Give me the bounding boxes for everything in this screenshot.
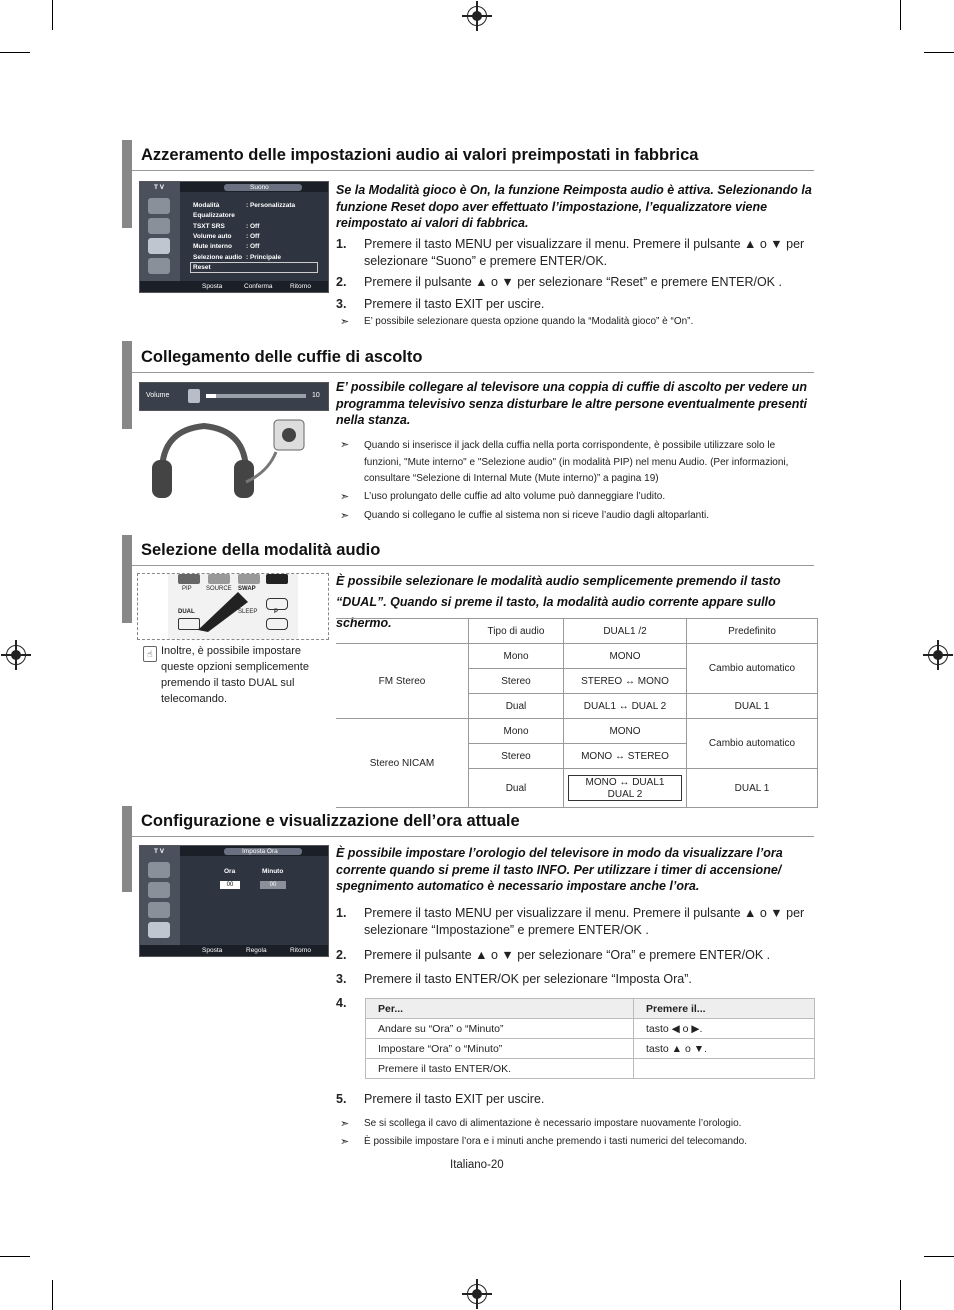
reset-step: 1. Premere il tasto MENU per visualizzare il menu. Premere il pulsante ▲ o ▼ per selezionare “Suono” e premere ENTER/OK. xyxy=(336,237,805,268)
tv-menu-row-value: : Personalizzata xyxy=(246,202,296,209)
note-arrow-icon: ➣ xyxy=(340,316,350,328)
reset-intro: Se la Modalità gioco è On, la funzione Reimposta audio è attiva. Selezionando la funzione Reset dopo aver effettuato l’impostazione, l’equalizzatore viene reimpostato ai valori di fabbrica. xyxy=(336,183,812,230)
crop-mark xyxy=(52,0,53,30)
clock-step: 5. Premere il tasto EXIT per uscire. xyxy=(336,1092,545,1106)
note-arrow-icon: ➣ xyxy=(340,491,350,503)
tv-hour-label: Ora xyxy=(224,868,236,875)
table-cell: Cambio automatico xyxy=(687,719,818,769)
tv-footer-return: Ritorno xyxy=(290,283,311,290)
tv-menu-row-value: : Off xyxy=(246,243,260,251)
clock-step: 1. Premere il tasto MENU per visualizzare il menu. Premere il pulsante ▲ o ▼ per selezionare “Impostazione” e premere ENTER/OK . xyxy=(336,906,805,937)
audio-mode-table xyxy=(336,618,818,808)
table-row xyxy=(366,1019,815,1039)
section-title-clock: Configurazione e visualizzazione dell’ora attuale xyxy=(141,812,520,830)
table-cell: DUAL1 ↔ DUAL 2 xyxy=(564,694,687,719)
tv-setup-icon xyxy=(148,258,170,274)
registration-mark-icon xyxy=(928,645,948,665)
volume-label: Volume xyxy=(146,392,170,399)
registration-mark-icon xyxy=(467,1284,487,1304)
clock-note: ➣ È possibile impostare l’ora e i minuti anche premendo i tasti numerici del telecomando. xyxy=(340,1136,747,1148)
tv-minute-label: Minuto xyxy=(262,868,284,875)
table-cell: Stereo xyxy=(469,669,564,694)
audio-mode-intro: È possibile selezionare le modalità audio semplicemente premendo il tasto “DUAL”. Quando si preme il tasto, la modalità audio corrente appare sullo schermo. xyxy=(336,574,781,630)
section-title-headphones: Collegamento delle cuffie di ascolto xyxy=(141,348,423,366)
table-cell: Andare su “Ora” o “Minuto” xyxy=(366,1019,634,1039)
section-divider xyxy=(132,565,814,566)
tv-footer-adjust: Regola xyxy=(246,947,267,954)
tv-footer-move: Sposta xyxy=(202,283,223,290)
section-title-reset: Azzeramento delle impostazioni audio ai valori preimpostati in fabbrica xyxy=(141,146,699,164)
section-bar xyxy=(122,535,132,623)
table-cell xyxy=(634,1059,815,1079)
table-cell: MONO xyxy=(564,644,687,669)
tv-menu-row-value: : Principale xyxy=(246,253,282,261)
clock-intro: È possibile impostare l’orologio del televisore in modo da visualizzare l’ora corrente quando si preme il tasto INFO. Per utilizzare i timer di accensione/ spegnimento automatico è necessario impostare anche l’ora. xyxy=(336,846,783,893)
table-cell: Dual xyxy=(469,769,564,808)
note-arrow-icon: ➣ xyxy=(340,439,350,451)
clock-note: ➣ Se si scollega il cavo di alimentazione è necessario impostare nuovamente l’orologio. xyxy=(340,1118,742,1130)
tv-sound-icon xyxy=(148,882,170,898)
reset-step: 3. Premere il tasto EXIT per uscire. xyxy=(336,297,545,311)
remote-key-swap: SWAP xyxy=(238,586,256,592)
note-arrow-icon: ➣ xyxy=(340,1136,350,1148)
headphones-intro: E’ possibile collegare al televisore una coppia di cuffie di ascolto per vedere un programma televisivo senza disturbare le altre persone eventualmente presenti nella stanza. xyxy=(336,380,808,427)
volume-osd xyxy=(139,382,329,411)
tv-menu-row-label: Modalità xyxy=(193,202,220,209)
volume-value: 10 xyxy=(312,392,320,399)
registration-mark-icon xyxy=(467,6,487,26)
tv-menu-title: Imposta Ora xyxy=(242,848,278,855)
table-cell: Mono xyxy=(469,644,564,669)
tv-sound-icon xyxy=(148,218,170,234)
section-divider xyxy=(132,372,814,373)
table-cell: Cambio automatico xyxy=(687,644,818,694)
section-title-audio-mode: Selezione della modalità audio xyxy=(141,541,381,559)
volume-track xyxy=(206,394,306,398)
reset-step: 2. Premere il pulsante ▲ o ▼ per selezionare “Reset” e premere ENTER/OK . xyxy=(336,275,782,289)
tv-label: T V xyxy=(154,848,165,855)
crop-mark xyxy=(900,1280,901,1310)
tv-menu-screenshot-clock xyxy=(139,845,329,957)
table-row xyxy=(366,1039,815,1059)
crop-mark xyxy=(924,52,954,53)
tv-menu-title: Suono xyxy=(250,184,269,191)
section-divider xyxy=(132,836,814,837)
table-cell: tasto ▲ o ▼. xyxy=(634,1039,815,1059)
tv-menu-screenshot-sound xyxy=(139,181,329,293)
note-arrow-icon: ➣ xyxy=(340,510,350,522)
audio-mode-side-note: Inoltre, è possibile impostare queste opzioni semplicemente premendo il tasto DUAL sul telecomando. xyxy=(161,645,309,705)
table-cell: Stereo NICAM xyxy=(336,719,469,808)
table-header xyxy=(336,619,469,644)
tv-label: T V xyxy=(154,184,165,191)
tv-minute-value: 00 xyxy=(260,881,286,889)
tv-setup-icon xyxy=(148,922,170,938)
clock-step: 4. xyxy=(336,996,347,1010)
tv-channel-icon xyxy=(148,238,170,254)
table-header: Premere il... xyxy=(634,999,815,1019)
crop-mark xyxy=(0,1256,30,1257)
table-cell: Stereo xyxy=(469,744,564,769)
table-cell: MONO xyxy=(564,719,687,744)
tv-picture-icon xyxy=(148,862,170,878)
dual-cycle-text: DUAL 2 xyxy=(568,788,682,801)
key-table xyxy=(365,998,815,1079)
headphone-icon xyxy=(188,389,200,403)
table-cell xyxy=(564,769,687,808)
page-number: Italiano-20 xyxy=(450,1159,504,1171)
table-cell: STEREO ↔ MONO xyxy=(564,669,687,694)
table-cell: Premere il tasto ENTER/OK. xyxy=(366,1059,634,1079)
tv-menu-row-label: Reset xyxy=(193,263,211,271)
table-row xyxy=(336,719,818,744)
section-divider xyxy=(132,170,814,171)
tv-footer-return: Ritorno xyxy=(290,947,311,954)
table-row xyxy=(366,1059,815,1079)
tv-menu-row-value: : Off xyxy=(246,232,260,240)
table-cell: Dual xyxy=(469,694,564,719)
table-cell: DUAL 1 xyxy=(687,694,818,719)
crop-mark xyxy=(52,1280,53,1310)
remote-key-sleep: SLEEP xyxy=(238,609,258,615)
tv-menu-row-label: Equalizzatore xyxy=(193,212,235,220)
table-header-row xyxy=(336,619,818,644)
headphones-note: ➣ Quando si inserisce il jack della cuffia nella porta corrispondente, è possibile utilizzare solo le funzioni, "Mute interno" e "Selezione audio" (in modalità PIP) nel menu Audio. (Per informazioni, consultare “Selezione di Internal Mute (Mute interno)” a pagina 19) xyxy=(340,439,789,484)
remote-key-p: P xyxy=(274,609,279,615)
crop-mark xyxy=(900,0,901,30)
tv-footer-confirm: Conferma xyxy=(244,283,273,290)
remote-key-dual: DUAL xyxy=(178,609,195,615)
table-header-row xyxy=(366,999,815,1019)
clock-step: 2. Premere il pulsante ▲ o ▼ per selezionare “Ora” e premere ENTER/OK . xyxy=(336,948,771,962)
table-header: Tipo di audio xyxy=(469,619,564,644)
tv-menu-row-label: Selezione audio xyxy=(193,253,243,261)
section-bar xyxy=(122,806,132,892)
tv-menu-row-value: : Off xyxy=(246,222,260,230)
table-cell: Mono xyxy=(469,719,564,744)
table-cell: MONO ↔ STEREO xyxy=(564,744,687,769)
section-bar xyxy=(122,341,132,429)
clock-step: 3. Premere il tasto ENTER/OK per selezionare “Imposta Ora”. xyxy=(336,972,692,986)
crop-mark xyxy=(0,52,30,53)
table-cell: DUAL 1 xyxy=(687,769,818,808)
table-cell: tasto ◀ o ▶. xyxy=(634,1019,815,1039)
note-arrow-icon: ➣ xyxy=(340,1118,350,1130)
tv-menu-row-label: Volume auto xyxy=(193,232,232,240)
crop-mark xyxy=(924,1256,954,1257)
table-header: Per... xyxy=(366,999,634,1019)
tv-footer-move: Sposta xyxy=(202,947,223,954)
hand-note-icon: ☝ xyxy=(143,646,157,662)
headphones-note: ➣ L’uso prolungato delle cuffie ad alto volume può danneggiare l’udito. xyxy=(340,491,666,503)
dual-cycle-text: MONO ↔ DUAL1 xyxy=(568,775,682,788)
table-cell: FM Stereo xyxy=(336,644,469,719)
reset-note: ➣ E’ possibile selezionare questa opzione quando la “Modalità gioco” è “On”. xyxy=(340,316,694,328)
section-bar xyxy=(122,140,132,228)
registration-mark-icon xyxy=(6,645,26,665)
table-header: Predefinito xyxy=(687,619,818,644)
table-header: DUAL1 /2 xyxy=(564,619,687,644)
remote-key-pip: PIP xyxy=(182,586,192,592)
table-row xyxy=(336,644,818,669)
headphones-illustration xyxy=(148,412,318,504)
headphones-note: ➣ Quando si collegano le cuffie al sistema non si riceve l’audio dagli altoparlanti. xyxy=(340,510,710,522)
tv-menu-row-label: Mute interno xyxy=(193,243,232,251)
table-cell: Impostare “Ora” o “Minuto” xyxy=(366,1039,634,1059)
remote-control-illustration xyxy=(137,573,329,640)
remote-key-source: SOURCE xyxy=(206,586,232,592)
tv-picture-icon xyxy=(148,198,170,214)
tv-hour-value: 00 xyxy=(220,881,240,889)
tv-menu-row-label: TSXT SRS xyxy=(193,222,225,230)
tv-channel-icon xyxy=(148,902,170,918)
